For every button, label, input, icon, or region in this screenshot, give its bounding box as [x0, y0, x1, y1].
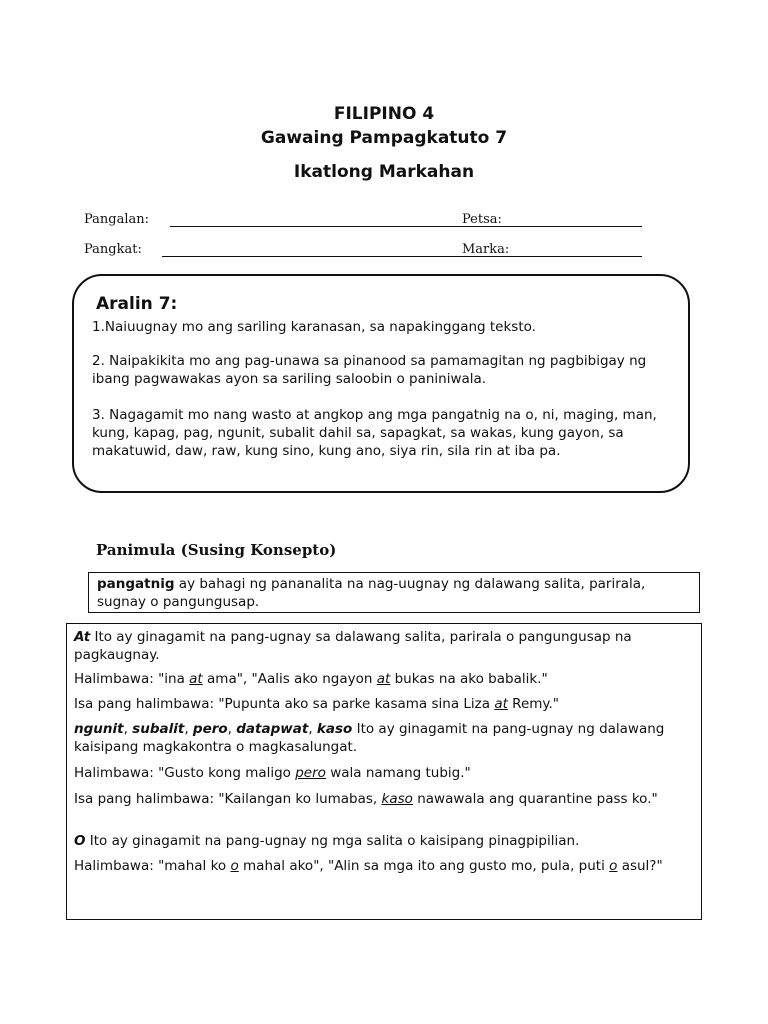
example-text: Isa pang halimbawa: "Kailangan ko lumabas, [74, 791, 382, 807]
o-example [74, 857, 694, 875]
at-keyword: At [74, 629, 91, 645]
separator: , [123, 721, 133, 737]
definition-term: pangatnig [97, 576, 175, 592]
at-example-1 [74, 670, 694, 688]
underlined-conjunction: o [609, 858, 618, 874]
date-label: Petsa: [462, 212, 502, 227]
keyword: ngunit [74, 721, 124, 737]
objective-1: 1.Naiuugnay mo ang sariling karanasan, sa napakinggang teksto. [92, 319, 536, 335]
ngunit-description-text: Ito ay ginagamit na pang-ugnay ng dalawang kaisipang magkakontra o magkasalungat. [74, 721, 665, 755]
underlined-conjunction: kaso [381, 791, 413, 807]
underlined-conjunction: pero [295, 765, 326, 781]
quarter-heading: Ikatlong Markahan [293, 162, 475, 182]
keyword: kaso [316, 721, 353, 737]
separator: , [227, 721, 237, 737]
example-text: Remy." [507, 696, 559, 712]
example-text: bukas na ako babalik." [390, 671, 548, 687]
objective-3: 3. Nagagamit mo nang wasto at angkop ang mga pangatnig na o, ni, maging, man, kung, kapag, pag, ngunit, subalit dahil sa, sapagkat, sa wakas, kung gayon, sa makatuwid, daw, raw, kung sino, kung ano, siya rin, sila rin at iba pa. [92, 407, 657, 459]
keyword: subalit [132, 721, 185, 737]
intro-heading: Panimula (Susing Konsepto) [96, 541, 337, 559]
name-label: Pangalan: [84, 212, 150, 227]
o-description [74, 832, 694, 850]
example-text: mahal ako", "Alin sa mga ito ang gusto mo, pula, puti [238, 858, 610, 874]
ngunit-example-2 [74, 790, 694, 808]
ngunit-description [74, 720, 694, 756]
grade-blank-line[interactable] [526, 256, 642, 257]
example-text: asul?" [617, 858, 663, 874]
lesson-objectives-box [72, 274, 690, 493]
at-example-2 [74, 695, 694, 713]
underlined-conjunction: o [230, 858, 239, 874]
example-text: ama", "Aalis ako ngayon [202, 671, 377, 687]
activity-title: Gawaing Pampagkatuto 7 [260, 128, 508, 148]
separator: , [184, 721, 193, 737]
o-description-text: Ito ay ginagamit na pang-ugnay ng mga salita o kaisipang pinagpipilian. [85, 833, 580, 849]
example-text: Isa pang halimbawa: "Pupunta ako sa parke kasama sina Liza [74, 696, 495, 712]
example-text: Halimbawa: "Gusto kong maligo [74, 765, 296, 781]
at-description [74, 628, 694, 664]
ngunit-example-1 [74, 764, 694, 782]
underlined-conjunction: at [494, 696, 508, 712]
section-label: Pangkat: [84, 242, 142, 257]
o-keyword: O [74, 833, 86, 849]
example-text: nawawala ang quarantine pass ko." [412, 791, 658, 807]
date-blank-line[interactable] [518, 226, 642, 227]
objective-2: 2. Naipakikita mo ang pag-unawa sa pinanood sa pamamagitan ng pagbibigay ng ibang pagwawakas ayon sa sariling saloobin o paniniwala. [92, 353, 647, 387]
example-text: Halimbawa: "ina [74, 671, 190, 687]
definition-text: ay bahagi ng pananalita na nag-uugnay ng dalawang salita, parirala, sugnay o pangungusap. [97, 576, 646, 610]
keyword: pero [192, 721, 228, 737]
keyword: datapwat [236, 721, 309, 737]
example-text: Halimbawa: "mahal ko [74, 858, 231, 874]
grade-label: Marka: [462, 242, 510, 257]
separator: , [308, 721, 317, 737]
definition-box [88, 572, 700, 613]
example-text: wala namang tubig." [325, 765, 471, 781]
underlined-conjunction: at [189, 671, 203, 687]
at-description-text: Ito ay ginagamit na pang-ugnay sa dalawang salita, parirala o pangungusap na pagkaugnay. [74, 629, 632, 663]
lesson-title: Aralin 7: [96, 294, 178, 314]
concepts-box [66, 623, 702, 920]
subject-heading: FILIPINO 4 [333, 104, 435, 124]
underlined-conjunction: at [376, 671, 391, 687]
